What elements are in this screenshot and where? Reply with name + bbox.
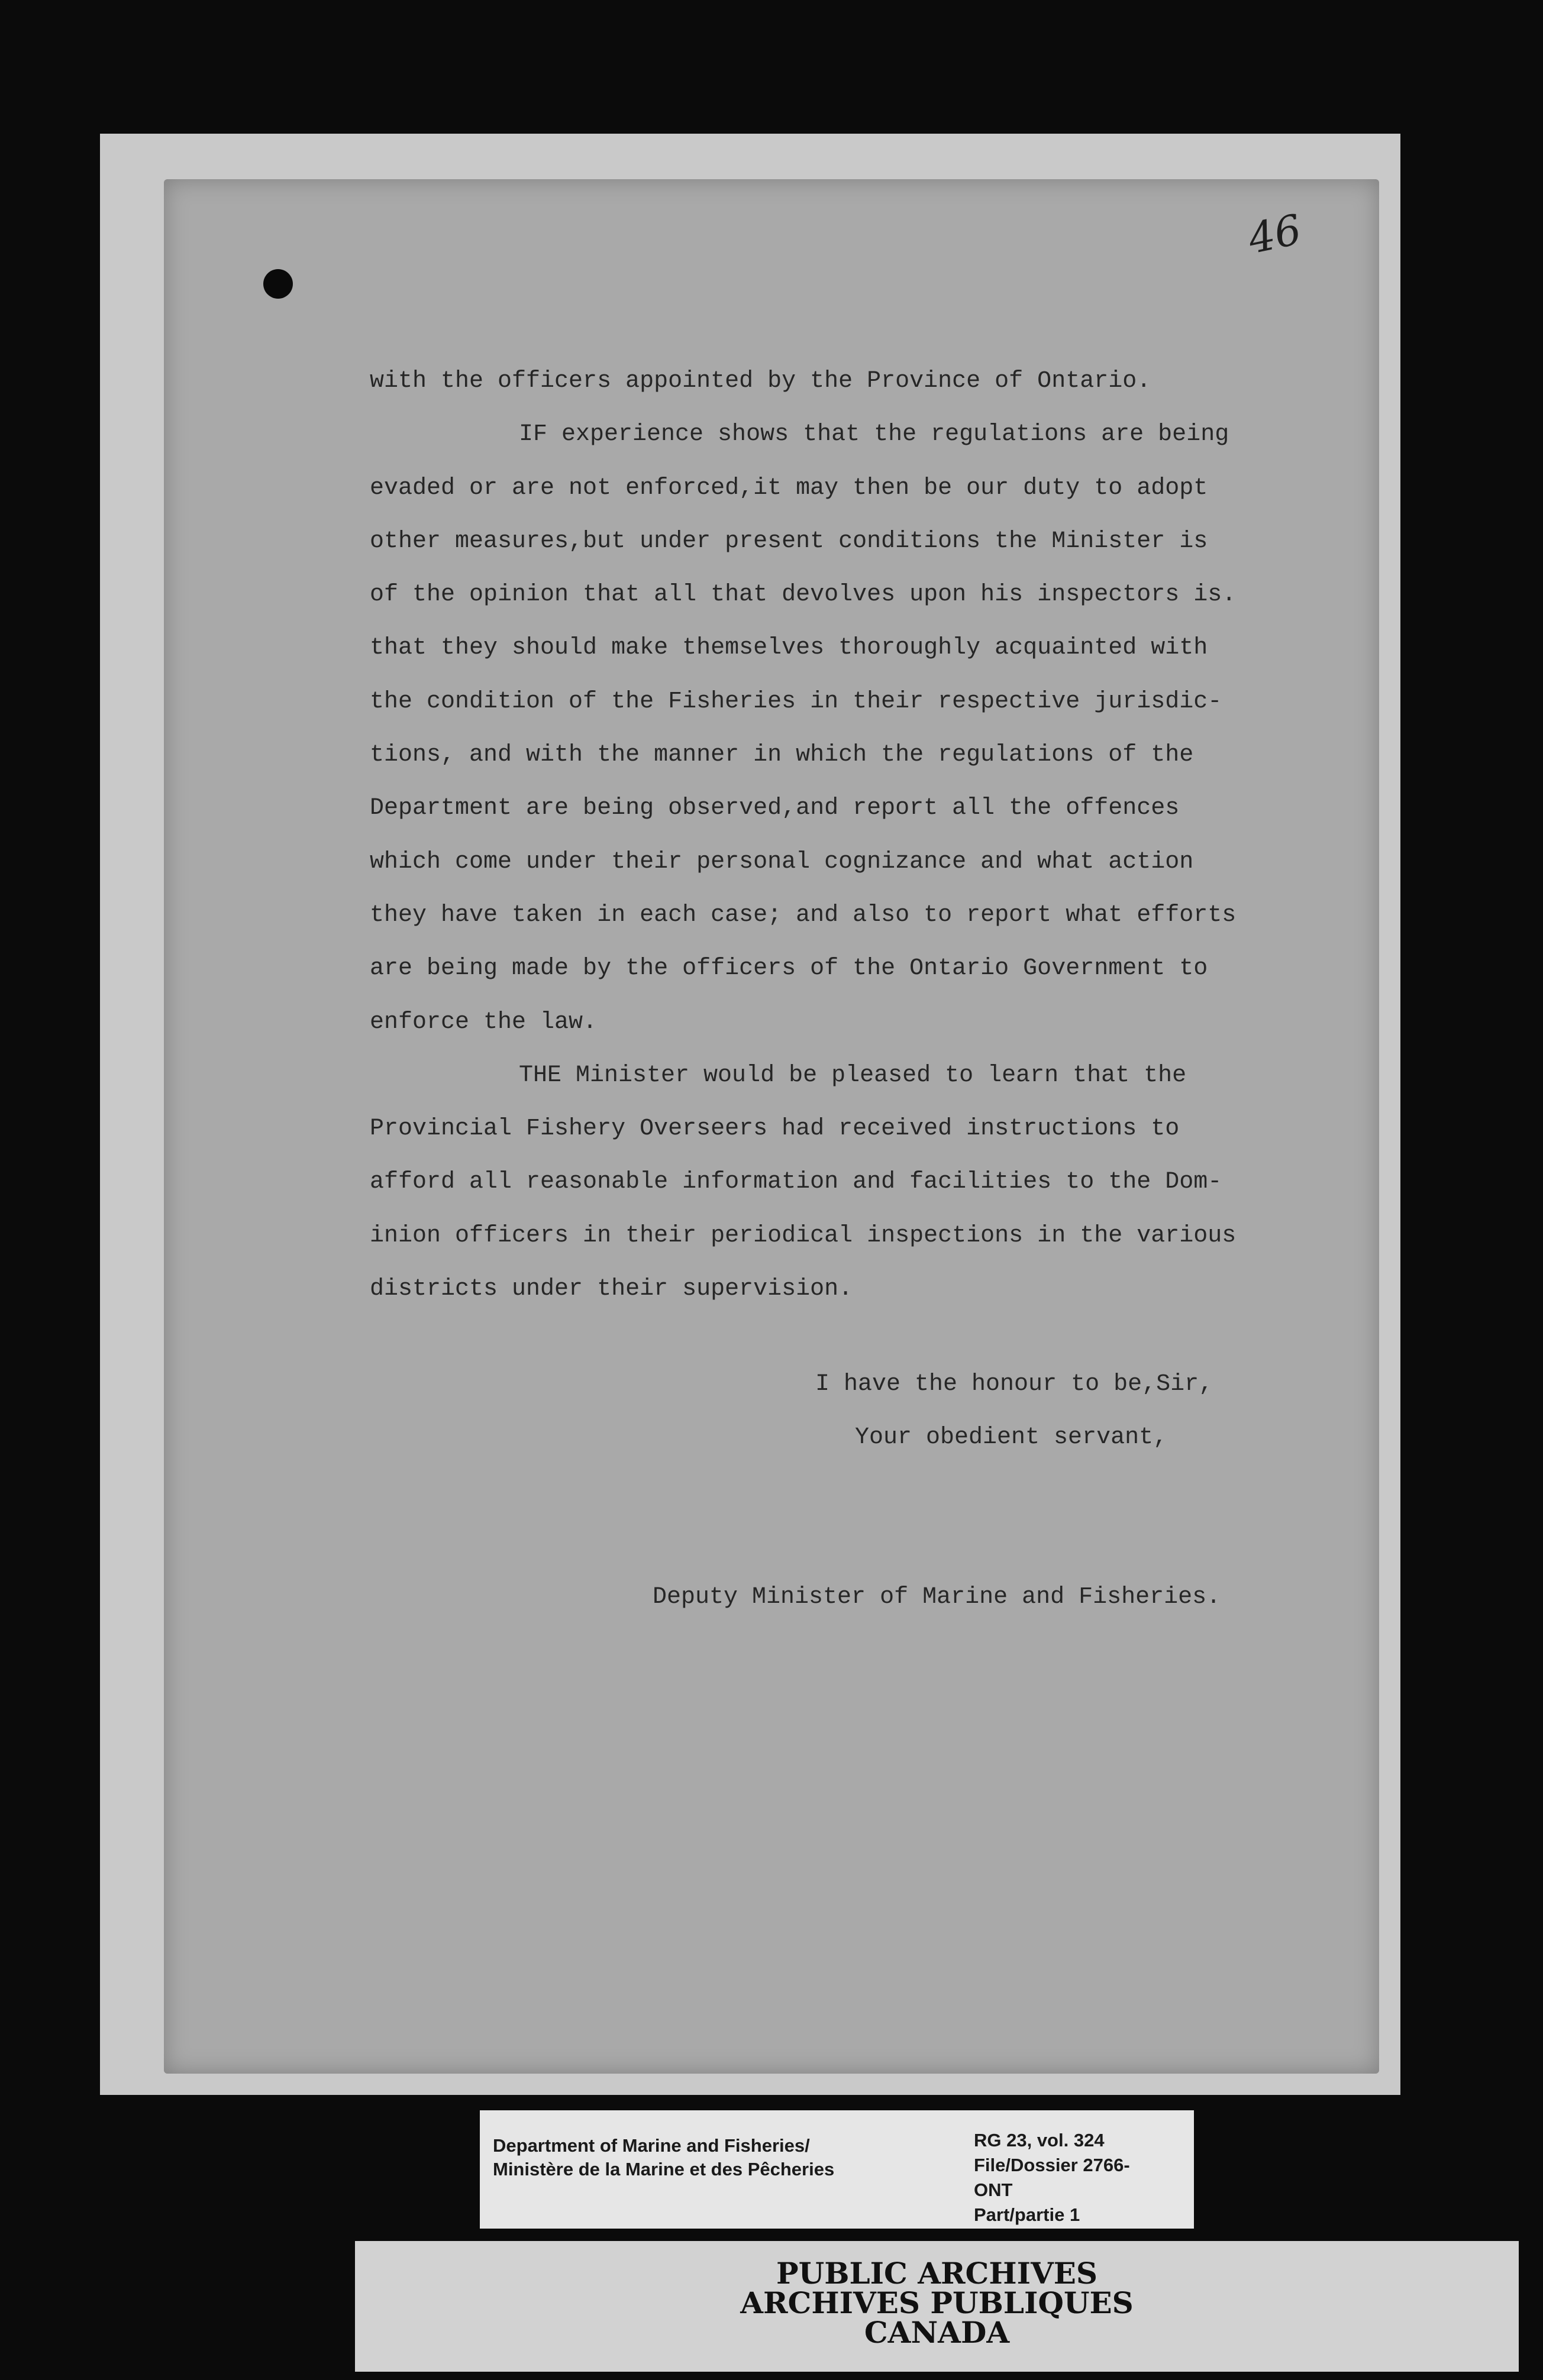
banner-line-1: PUBLIC ARCHIVES	[776, 2256, 1097, 2291]
letter-line: Department are being observed,and report all the offences	[370, 795, 1180, 822]
department-fr: Ministère de la Marine et des Pêcheries	[493, 2159, 835, 2179]
letter-line: tions, and with the manner in which the regulations of the	[370, 742, 1194, 769]
punch-hole	[263, 269, 293, 299]
letter-line: evaded or are not enforced,it may then be our duty to adopt	[370, 474, 1208, 502]
file-suffix: ONT	[974, 2179, 1013, 2200]
letter-line: with the officers appointed by the Province of Ontario.	[370, 368, 1151, 394]
department-en: Department of Marine and Fisheries/	[493, 2135, 810, 2156]
letter-line: which come under their personal cognizance and what action	[370, 848, 1194, 875]
closing-valediction: Your obedient servant,	[855, 1424, 1168, 1451]
letter-line: the condition of the Fisheries in their respective jurisdic-	[370, 688, 1222, 715]
letter-line: inion officers in their periodical inspections in the various	[370, 1222, 1237, 1249]
letter-line: that they should make themselves thoroughly acquainted with	[370, 635, 1208, 662]
letter-line: Provincial Fishery Overseers had received instructions to	[370, 1115, 1180, 1143]
letter-line: are being made by the officers of the Ontario Government to	[370, 955, 1208, 982]
closing-line: I have the honour to be,Sir,	[815, 1371, 1213, 1398]
letter-line: other measures,but under present conditions the Minister is	[370, 528, 1208, 555]
file-number: File/Dossier 2766-	[974, 2155, 1130, 2175]
archive-banner	[355, 2241, 1519, 2372]
letter-line: they have taken in each case; and also to report what efforts	[370, 901, 1237, 929]
folio-number: 46	[1244, 205, 1306, 264]
banner-line-2: ARCHIVES PUBLIQUES	[740, 2285, 1134, 2320]
letter-line: IF experience shows that the regulations are being	[519, 421, 1229, 448]
letter-line: of the opinion that all that devolves upon his inspectors is.	[370, 581, 1237, 609]
record-group-reference: RG 23, vol. 324	[974, 2130, 1105, 2151]
signature-title: Deputy Minister of Marine and Fisheries.	[653, 1584, 1221, 1611]
letter-body	[370, 355, 1293, 1316]
banner-line-3: CANADA	[864, 2315, 1010, 2350]
letter-line: afford all reasonable information and facilities to the Dom-	[370, 1169, 1222, 1196]
letter-line: districts under their supervision.	[370, 1276, 853, 1303]
letter-line: enforce the law.	[370, 1008, 598, 1036]
part-number: Part/partie 1	[974, 2204, 1080, 2225]
letter-line: THE Minister would be pleased to learn that the	[519, 1062, 1187, 1089]
archive-reference-label	[480, 2110, 1194, 2229]
